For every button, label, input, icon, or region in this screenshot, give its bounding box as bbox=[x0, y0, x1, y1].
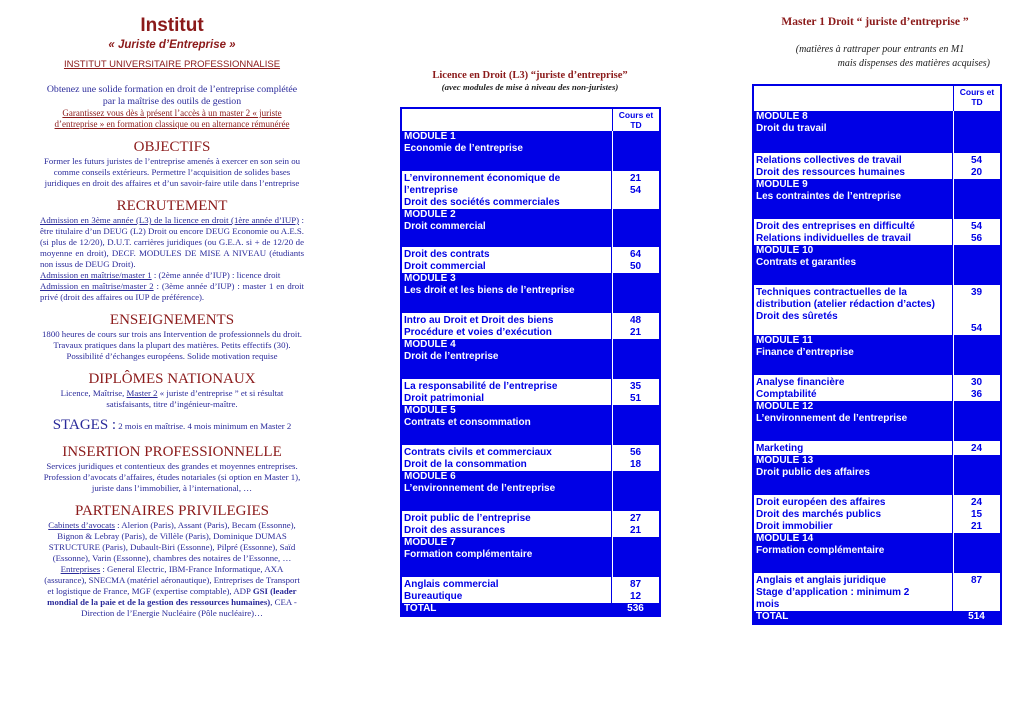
course-name: Techniques contractuelles de la bbox=[756, 287, 907, 298]
module-header bbox=[402, 339, 659, 379]
master2-link[interactable]: Master 2 bbox=[126, 388, 158, 398]
module-title: Droit commercial bbox=[404, 221, 486, 232]
partenaires-text: Cabinets d’avocats : Alerion (Paris), Assant (Paris), Becam (Essonne), Bignon & Lebray (Paris), de Villèle (Paris), Dominique DUMAS STRUCTURE (Paris), Dubault-Biri (Essonne), Pilpré (Essonne), Saïd (Essonne), Varin (Essonne), chambres des notaires de l’Essonne, … Entreprises : General Electric, IBM-France Informatique, AXA (assurance), SNECMA (matériel aéronautique), Entreprises de Transport et logistique de France, MGF (expertise comptable), ADP GSI (leader mondial de la paie et de la gestion des ressources humaines), CEA - Direction de l’Energie Nucléaire (Pôle nucléaire)… bbox=[44, 520, 300, 618]
course-hours: 51 bbox=[629, 393, 642, 404]
course-row bbox=[754, 587, 1000, 599]
table-header bbox=[754, 86, 1000, 111]
hours-column bbox=[953, 111, 1000, 153]
course-row bbox=[402, 327, 659, 339]
course-hours: 18 bbox=[629, 459, 642, 470]
module-title: Les droit et les biens de l’entreprise bbox=[404, 285, 575, 296]
diplomes-heading: DIPLÔMES NATIONAUX bbox=[88, 371, 256, 387]
course-name: Droit commercial bbox=[404, 261, 486, 272]
course-hours: 24 bbox=[970, 497, 983, 508]
module-title: Droit du travail bbox=[756, 123, 827, 134]
module-number: MODULE 8 bbox=[756, 111, 808, 122]
module-number: MODULE 14 bbox=[756, 533, 814, 544]
course-hours: 54 bbox=[970, 155, 983, 166]
hours-column bbox=[612, 537, 659, 577]
hours-column bbox=[612, 273, 659, 313]
course-hours: 20 bbox=[970, 167, 983, 178]
course-hours: 50 bbox=[629, 261, 642, 272]
course-name: Relations collectives de travail bbox=[756, 155, 902, 166]
course-row bbox=[754, 155, 1000, 167]
recrutement-m2-link[interactable]: Admission en maîtrise/master 2 bbox=[40, 281, 154, 291]
course-group bbox=[754, 153, 1000, 179]
course-row bbox=[402, 591, 659, 603]
module-header bbox=[754, 401, 1000, 441]
course-row bbox=[754, 389, 1000, 401]
course-hours: 27 bbox=[629, 513, 642, 524]
course-hours: 54 bbox=[629, 185, 642, 196]
hours-column bbox=[953, 335, 1000, 375]
total-label: TOTAL bbox=[756, 611, 789, 622]
module-title: Contrats et garanties bbox=[756, 257, 857, 268]
course-name: Droit européen des affaires bbox=[756, 497, 886, 508]
insertion-heading: INSERTION PROFESSIONNELLE bbox=[62, 444, 282, 460]
module-number: MODULE 12 bbox=[756, 401, 814, 412]
diplomes-text: Licence, Maîtrise, Master 2 « juriste d’entreprise ” et si résultat satisfaisants, titre d’ingénieur-maître. bbox=[60, 388, 284, 409]
course-row bbox=[402, 249, 659, 261]
course-row bbox=[754, 167, 1000, 179]
objectifs-heading: OBJECTIFS bbox=[133, 139, 211, 155]
course-row bbox=[402, 173, 659, 185]
course-row bbox=[402, 579, 659, 591]
course-row bbox=[754, 575, 1000, 587]
licence-table bbox=[400, 107, 661, 617]
module-number: MODULE 3 bbox=[404, 273, 456, 284]
master-table bbox=[752, 84, 1002, 625]
course-name: Droit des contrats bbox=[404, 249, 490, 260]
course-group bbox=[754, 219, 1000, 245]
course-row bbox=[402, 185, 659, 197]
master-subtitle: (matières à rattraper pour entrants en M1 mais dispenses des matières acquises) bbox=[795, 44, 990, 69]
course-name: L’environnement économique de bbox=[404, 173, 561, 184]
objectifs-text: Former les futurs juristes de l’entreprise amenés à exercer en son sein ou comme conseils extérieurs. Permettre l’acquisition de solides bases juridiques en droit des affaires et d’un savoir-faire utile dans l’entreprise bbox=[44, 156, 300, 188]
course-hours: 36 bbox=[970, 389, 983, 400]
licence-title: Licence en Droit (L3) “juriste d’entreprise” bbox=[432, 70, 628, 81]
course-name: l’entreprise bbox=[404, 185, 458, 196]
stages-text: 2 mois en maîtrise. 4 mois minimum en Master 2 bbox=[116, 421, 292, 431]
module-number: MODULE 9 bbox=[756, 179, 808, 190]
brand-title: Institut bbox=[140, 15, 204, 36]
course-group bbox=[402, 577, 659, 603]
course-hours: 12 bbox=[629, 591, 642, 602]
course-name: Anglais commercial bbox=[404, 579, 499, 590]
total-label: TOTAL bbox=[404, 603, 437, 614]
course-hours: 56 bbox=[629, 447, 642, 458]
hours-column bbox=[953, 533, 1000, 573]
course-hours: 15 bbox=[970, 509, 983, 520]
course-name: Stage d’application : minimum 2 bbox=[756, 587, 910, 598]
course-name: Droit des marchés publics bbox=[756, 509, 882, 520]
recrutement-m1-link[interactable]: Admission en maîtrise/master 1 bbox=[40, 270, 152, 280]
course-row bbox=[754, 311, 1000, 323]
course-hours: 21 bbox=[970, 521, 983, 532]
recrutement-heading: RECRUTEMENT bbox=[116, 198, 228, 214]
course-row bbox=[402, 197, 659, 209]
module-number: MODULE 10 bbox=[756, 245, 814, 256]
course-name: Droit des sûretés bbox=[756, 311, 838, 322]
course-name: mois bbox=[756, 599, 780, 610]
course-row bbox=[402, 525, 659, 537]
course-group bbox=[402, 445, 659, 471]
module-title: Droit public des affaires bbox=[756, 467, 870, 478]
module-title: Finance d’entreprise bbox=[756, 347, 854, 358]
entreprises-link[interactable]: Entreprises bbox=[60, 564, 101, 574]
module-number: MODULE 11 bbox=[756, 335, 813, 346]
recrutement-l3-link[interactable]: Admission en 3ème année (L3) de la licence en droit (1ère année d’IUP) bbox=[40, 215, 300, 225]
stages-line bbox=[40, 416, 304, 435]
module-header bbox=[402, 209, 659, 247]
module-number: MODULE 13 bbox=[756, 455, 814, 466]
course-name: distribution (atelier rédaction d’actes) bbox=[756, 299, 935, 310]
module-header bbox=[754, 245, 1000, 285]
course-group bbox=[402, 511, 659, 537]
course-hours: 24 bbox=[970, 443, 983, 454]
course-row bbox=[402, 261, 659, 273]
course-name: Bureautique bbox=[404, 591, 463, 602]
course-hours: 64 bbox=[629, 249, 642, 260]
course-row bbox=[754, 299, 1000, 311]
course-name: Procédure et voies d’exécution bbox=[404, 327, 552, 338]
course-hours: 39 bbox=[970, 287, 983, 298]
module-header bbox=[754, 111, 1000, 153]
course-name: Contrats civils et commerciaux bbox=[404, 447, 552, 458]
table-header bbox=[402, 109, 659, 131]
course-row bbox=[402, 381, 659, 393]
course-hours: 87 bbox=[970, 575, 983, 586]
partenaires-heading: PARTENAIRES PRIVILEGIES bbox=[75, 503, 269, 519]
module-header bbox=[402, 273, 659, 313]
course-group bbox=[402, 313, 659, 339]
course-name: Droit des ressources humaines bbox=[756, 167, 905, 178]
course-hours: 21 bbox=[629, 173, 642, 184]
module-title: Droit de l’entreprise bbox=[404, 351, 499, 362]
course-name: Anglais et anglais juridique bbox=[756, 575, 887, 586]
course-row bbox=[754, 221, 1000, 233]
course-row bbox=[754, 233, 1000, 245]
module-number: MODULE 7 bbox=[404, 537, 456, 548]
total-value: 514 bbox=[968, 611, 985, 622]
course-row bbox=[402, 447, 659, 459]
course-row bbox=[754, 497, 1000, 509]
course-group bbox=[402, 171, 659, 209]
course-row bbox=[754, 509, 1000, 521]
hours-column bbox=[612, 471, 659, 511]
hours-column bbox=[953, 179, 1000, 219]
course-name: Droit public de l’entreprise bbox=[404, 513, 531, 524]
course-name: Marketing bbox=[756, 443, 804, 454]
course-row bbox=[754, 287, 1000, 299]
enseignements-heading: ENSEIGNEMENTS bbox=[109, 312, 235, 328]
course-name: Droit des sociétés commerciales bbox=[404, 197, 560, 208]
course-name: Droit patrimonial bbox=[404, 393, 485, 404]
course-name: Intro au Droit et Droit des biens bbox=[404, 315, 554, 326]
course-group bbox=[402, 247, 659, 273]
course-group bbox=[754, 573, 1000, 611]
hours-column-header: Cours et TD bbox=[612, 109, 659, 131]
course-group bbox=[754, 285, 1000, 335]
module-title: Economie de l’entreprise bbox=[404, 143, 523, 154]
course-row bbox=[754, 599, 1000, 611]
course-row bbox=[402, 315, 659, 327]
course-name: Droit de la consommation bbox=[404, 459, 527, 470]
total-row bbox=[402, 603, 659, 615]
module-title: L’environnement de l’entreprise bbox=[404, 483, 556, 494]
module-number: MODULE 4 bbox=[404, 339, 456, 350]
total-row bbox=[754, 611, 1000, 623]
module-header bbox=[402, 131, 659, 171]
module-header bbox=[402, 537, 659, 577]
total-value: 536 bbox=[627, 603, 644, 614]
recrutement-text: Admission en 3ème année (L3) de la licence en droit (1ère année d’IUP) : être titulaire d’un DEUG (L2) Droit ou encore DEUG Economie ou A.E.S. (si plus de 12/20), D.U.T. carrières juridiques (ou G.E.A. si + de 12/20 de moyenne en droit), DECF. MODULES DE MISE A NIVEAU (étudiants non issus de DEUG Droit). Admission en maîtrise/master 1 : (2ème année d’IUP) : licence droit Admission en maîtrise/master 2 : (3ème année d’IUP) : master 1 en droit privé (droit des affaires ou IUP de préférence). bbox=[40, 215, 304, 302]
module-title: Contrats et consommation bbox=[404, 417, 531, 428]
course-group bbox=[754, 495, 1000, 533]
course-row bbox=[754, 521, 1000, 533]
module-title: Les contraintes de l’entreprise bbox=[756, 191, 902, 202]
module-number: MODULE 6 bbox=[404, 471, 456, 482]
course-name: Droit des entreprises en difficulté bbox=[756, 221, 915, 232]
course-group bbox=[754, 441, 1000, 455]
course-row bbox=[754, 323, 1000, 335]
module-title: Formation complémentaire bbox=[756, 545, 885, 556]
iup-label: INSTITUT UNIVERSITAIRE PROFESSIONNALISE bbox=[63, 59, 281, 70]
course-hours: 87 bbox=[629, 579, 642, 590]
module-header bbox=[754, 179, 1000, 219]
course-row bbox=[754, 377, 1000, 389]
master-title: Master 1 Droit “ juriste d’entreprise ” bbox=[781, 16, 969, 28]
module-header bbox=[402, 471, 659, 511]
course-row bbox=[402, 513, 659, 525]
left-column bbox=[40, 14, 304, 619]
course-hours: 54 bbox=[970, 221, 983, 232]
licence-title-block bbox=[400, 70, 660, 92]
enseignements-text: 1800 heures de cours sur trois ans Intervention de professionnels du droit. Travaux pratiques dans la plupart des matières. Petits effectifs (30). Possibilité d’échanges européens. Solide motivation requise bbox=[42, 329, 302, 361]
course-hours: 48 bbox=[629, 315, 642, 326]
course-name: Comptabilité bbox=[756, 389, 817, 400]
hours-column bbox=[953, 455, 1000, 495]
course-hours: 21 bbox=[629, 525, 642, 536]
hours-column bbox=[953, 401, 1000, 441]
course-group bbox=[754, 375, 1000, 401]
course-name: Droit des assurances bbox=[404, 525, 506, 536]
module-number: MODULE 5 bbox=[404, 405, 456, 416]
hours-column bbox=[612, 131, 659, 171]
course-hours: 21 bbox=[629, 327, 642, 338]
course-hours: 35 bbox=[629, 381, 642, 392]
module-title: Formation complémentaire bbox=[404, 549, 533, 560]
module-header bbox=[754, 335, 1000, 375]
course-name: Droit immobilier bbox=[756, 521, 833, 532]
course-hours: 56 bbox=[970, 233, 983, 244]
insertion-text: Services juridiques et contentieux des grandes et moyennes entreprises. Profession d’avocats d’affaires, études notariales (si option en Master 1), juriste dans l’immobilier, à l’international, … bbox=[43, 461, 301, 493]
course-name: Analyse financière bbox=[756, 377, 845, 388]
intro-text: Obtenez une solide formation en droit de l’entreprise complétée par la maîtrise des outils de gestion bbox=[46, 84, 298, 107]
licence-subtitle: (avec modules de mise à niveau des non-juristes) bbox=[441, 82, 619, 92]
cabinets-link[interactable]: Cabinets d’avocats bbox=[48, 520, 115, 530]
module-header bbox=[402, 405, 659, 445]
brand-subtitle: « Juriste d’Entreprise » bbox=[108, 39, 236, 51]
hours-column bbox=[612, 209, 659, 247]
module-number: MODULE 1 bbox=[404, 131, 456, 142]
module-number: MODULE 2 bbox=[404, 209, 456, 220]
hours-column bbox=[612, 405, 659, 445]
stages-heading: STAGES : bbox=[52, 417, 117, 433]
course-row bbox=[402, 459, 659, 471]
hours-column bbox=[612, 339, 659, 379]
course-name: Relations individuelles de travail bbox=[756, 233, 912, 244]
hours-column bbox=[953, 245, 1000, 285]
course-group bbox=[402, 379, 659, 405]
course-row bbox=[402, 393, 659, 405]
module-title: L’environnement de l’entreprise bbox=[756, 413, 908, 424]
module-header bbox=[754, 533, 1000, 573]
course-hours: 30 bbox=[970, 377, 983, 388]
intro-link[interactable]: Garantissez vous dès à présent l’accès à un master 2 « juriste d’entreprise » en formation classique ou en alternance rémunérée bbox=[54, 108, 290, 129]
course-row bbox=[754, 443, 1000, 455]
hours-column-header: Cours et TD bbox=[953, 86, 1000, 111]
course-name: La responsabilité de l’entreprise bbox=[404, 381, 558, 392]
course-hours: 54 bbox=[970, 323, 983, 334]
module-header bbox=[754, 455, 1000, 495]
master-title-block bbox=[760, 16, 990, 28]
